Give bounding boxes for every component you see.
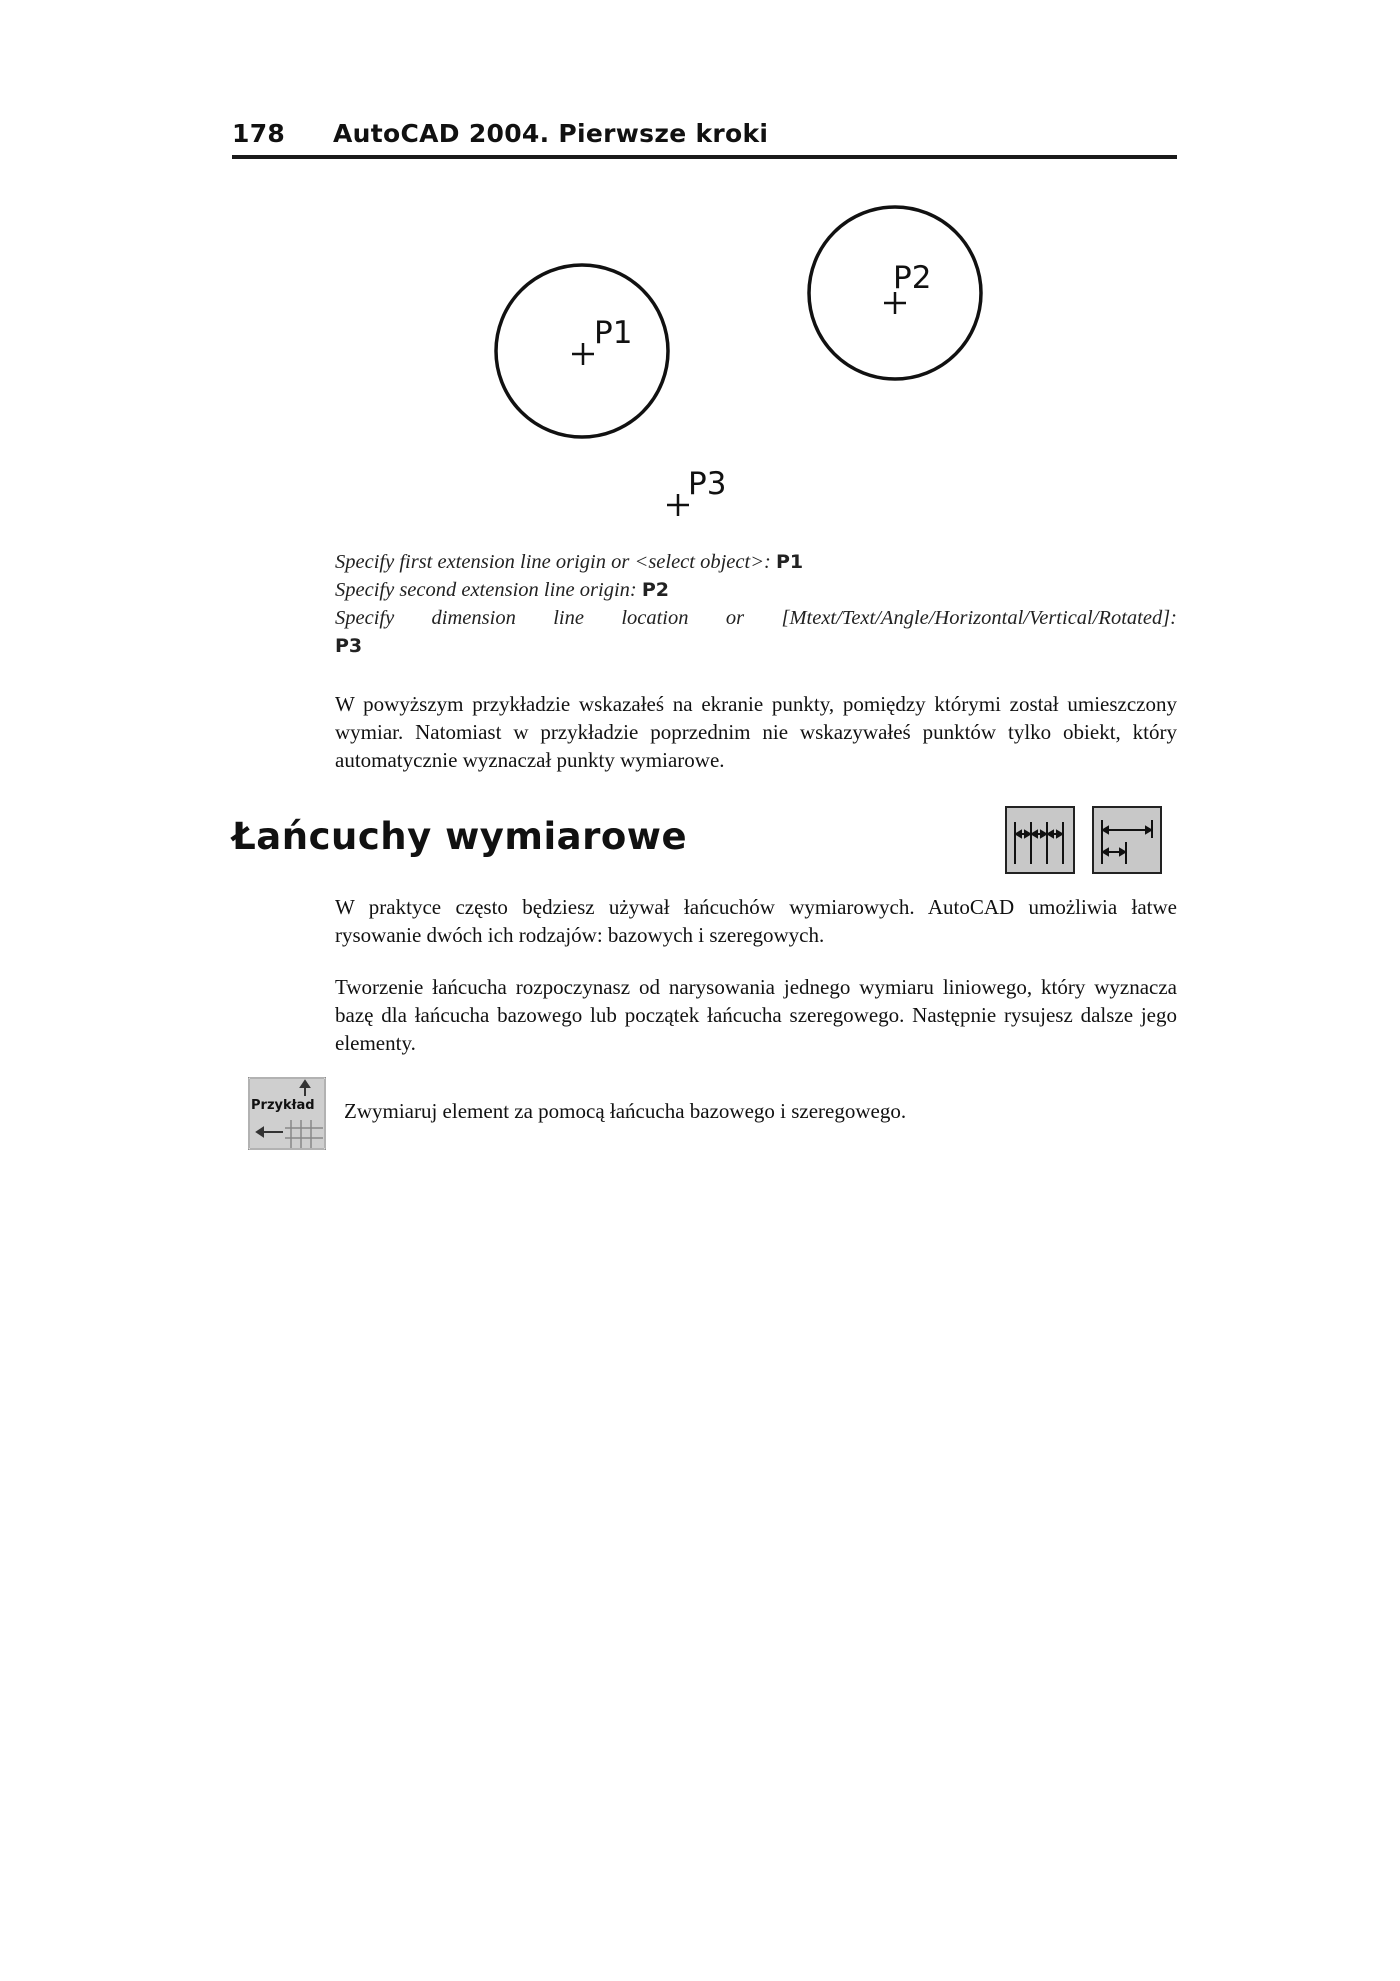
example-icon xyxy=(247,1076,327,1151)
command-line-2 xyxy=(335,576,1177,604)
paragraph-chains-1: W praktyce często będziesz używał łańcuchów wymiarowych. AutoCAD umożliwia łatwe rysowanie dwóch ich rodzajów: bazowych i szeregowych. xyxy=(335,895,1177,947)
paragraph-chains-2: Tworzenie łańcucha rozpoczynasz od narysowania jednego wymiaru liniowego, który wyznacza bazę dla łańcucha bazowego lub początek łańcucha szeregowego. Następnie rysujesz dalsze jego elementy. xyxy=(335,975,1177,1055)
label-p2: P2 xyxy=(893,260,932,296)
baseline-dimension-button[interactable] xyxy=(1092,806,1162,874)
paragraph-intro: W powyższym przykładzie wskazałeś na ekranie punkty, pomiędzy którymi został umieszczony wymiar. Natomiast w przykładzie poprzednim nie wskazywałeś punktów tylko obiekt, który automatycznie wyznaczał punkty wymiarowe. xyxy=(335,692,1177,772)
dimension-figure xyxy=(470,200,990,520)
example-icon-label: Przykład xyxy=(251,1098,315,1113)
command-line-3 xyxy=(335,604,1177,660)
continue-dimension-button[interactable] xyxy=(1005,806,1075,874)
command-prompt: Specify dimension line location or [Mtext/Text/Angle/Horizontal/Vertical/Rotated]: xyxy=(335,607,1177,629)
label-p3: P3 xyxy=(688,466,727,502)
command-value: P1 xyxy=(775,551,804,573)
page-number: 178 xyxy=(232,119,286,148)
section-heading: Łańcuchy wymiarowe xyxy=(232,815,688,858)
baseline-dimension-icon xyxy=(1094,808,1160,872)
command-value: P2 xyxy=(641,579,669,601)
header-rule xyxy=(232,155,1177,159)
point-p3-marker xyxy=(667,494,689,516)
example-text: Zwymiaruj element za pomocą łańcucha bazowego i szeregowego. xyxy=(344,1099,907,1123)
point-p1-marker xyxy=(572,343,594,365)
command-prompt: Specify first extension line origin or <select object>: xyxy=(335,551,771,573)
label-p1: P1 xyxy=(594,315,633,351)
command-line-1 xyxy=(335,548,1177,576)
running-title: AutoCAD 2004. Pierwsze kroki xyxy=(333,119,769,148)
command-prompt: Specify second extension line origin: xyxy=(335,579,637,601)
command-value: P3 xyxy=(335,635,363,657)
continue-dimension-icon xyxy=(1007,808,1073,872)
